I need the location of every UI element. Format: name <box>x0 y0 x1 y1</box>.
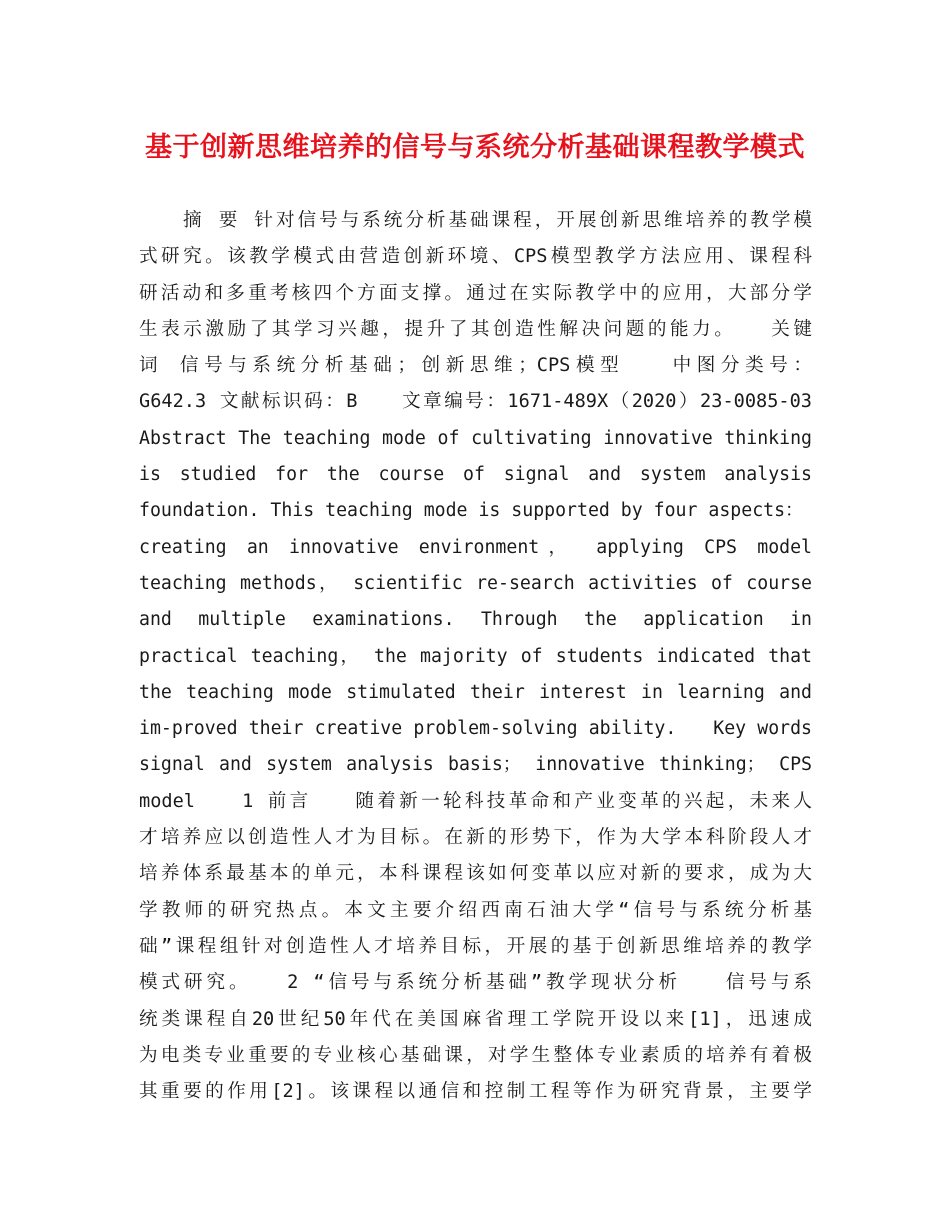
body-line: 统类课程自20世纪50年代在美国麻省理工学院开设以来[1]，迅速成 <box>139 1008 812 1030</box>
body-line: teaching methods， scientific re-search activities of course <box>139 572 812 594</box>
body-line: 其重要的作用[2]。该课程以通信和控制工程等作为研究背景，主要学 <box>139 1081 812 1103</box>
document-title: 基于创新思维培养的信号与系统分析基础课程教学模式 <box>145 132 805 163</box>
body-line: practical teaching， the majority of students indicated that <box>139 645 812 667</box>
body-line: 词 信号与系统分析基础；创新思维；CPS模型 中图分类号： <box>139 355 812 377</box>
body-line: 生表示激励了其学习兴趣，提升了其创造性解决问题的能力。 关键 <box>139 318 812 340</box>
body-line: the teaching mode stimulated their interest in learning and <box>139 681 812 703</box>
body-line: 为电类专业重要的专业核心基础课，对学生整体专业素质的培养有着极 <box>139 1044 812 1066</box>
body-line: foundation. This teaching mode is supported by four aspects： <box>139 500 804 522</box>
body-line: 础”课程组针对创造性人才培养目标，开展的基于创新思维培养的教学 <box>139 935 812 957</box>
body-line: Abstract The teaching mode of cultivating innovative thinking <box>139 427 812 449</box>
body-line: im-proved their creative problem-solving ability. Key words <box>139 718 812 740</box>
body-line: 模式研究。 2 “信号与系统分析基础”教学现状分析 信号与系 <box>139 972 812 994</box>
body-line: 学教师的研究热点。本文主要介绍西南石油大学“信号与系统分析基 <box>139 899 812 921</box>
body-line: model 1 前言 随着新一轮科技革命和产业变革的兴起，未来人 <box>139 790 812 812</box>
body-line: creating an innovative environment， applying CPS model <box>139 536 812 558</box>
body-line: is studied for the course of signal and system analysis <box>139 464 812 486</box>
body-line: G642.3 文献标识码：B 文章编号：1671-489X（2020）23-0085-03 <box>139 391 812 413</box>
body-line: 培养体系最基本的单元，本科课程该如何变革以应对新的要求，成为大 <box>139 863 812 885</box>
body-line: 式研究。该教学模式由营造创新环境、CPS模型教学方法应用、课程科 <box>139 246 812 268</box>
document-body <box>139 203 812 1110</box>
body-line: signal and system analysis basis； innovative thinking； CPS <box>139 754 812 776</box>
body-line: 摘 要 针对信号与系统分析基础课程，开展创新思维培养的教学模 <box>183 210 812 231</box>
body-line: 研活动和多重考核四个方面支撑。通过在实际教学中的应用，大部分学 <box>139 282 812 304</box>
body-line: and multiple examinations. Through the application in <box>139 609 812 631</box>
body-line: 才培养应以创造性人才为目标。在新的形势下，作为大学本科阶段人才 <box>139 827 812 849</box>
